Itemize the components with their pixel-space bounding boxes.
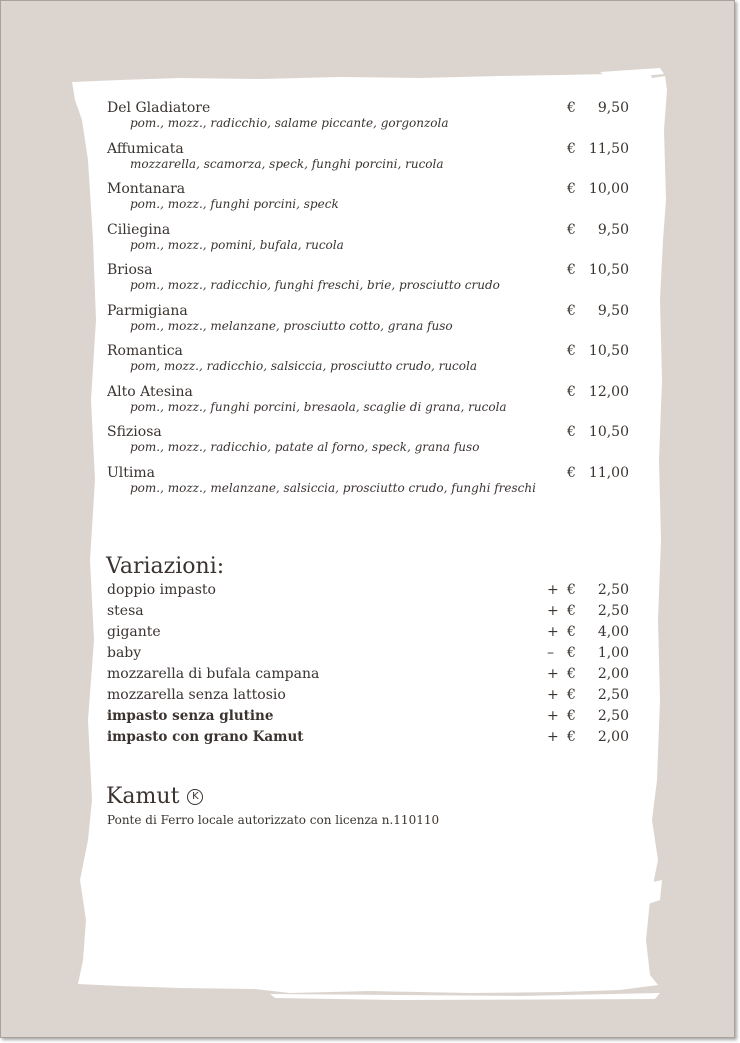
variation-label: stesa xyxy=(107,603,144,619)
variation-label: mozzarella senza lattosio xyxy=(107,687,286,703)
item-price: 11,50 xyxy=(588,141,629,157)
currency-symbol: € xyxy=(567,465,576,481)
currency-symbol: € xyxy=(567,687,576,703)
variation-sign: + xyxy=(547,708,559,724)
currency-symbol: € xyxy=(567,582,576,598)
currency-symbol: € xyxy=(567,708,576,724)
variation-price: 2,00 xyxy=(597,666,629,682)
variation-label: impasto con grano Kamut xyxy=(107,729,304,745)
item-description: pom., mozz., radicchio, patate al forno, speck, grana fuso xyxy=(130,440,480,454)
variation-price: 1,00 xyxy=(597,645,629,661)
variation-row xyxy=(107,665,637,683)
item-name: Alto Atesina xyxy=(107,384,193,400)
variation-label: mozzarella di bufala campana xyxy=(107,666,320,682)
variation-label: baby xyxy=(107,645,142,661)
license-text: Ponte di Ferro locale autorizzato con licenza n.110110 xyxy=(107,813,440,827)
currency-symbol: € xyxy=(567,262,576,278)
item-price: 11,00 xyxy=(588,465,629,481)
currency-symbol: € xyxy=(567,303,576,319)
item-price: 9,50 xyxy=(597,222,629,238)
item-description: pom., mozz., radicchio, salame piccante, gorgonzola xyxy=(130,116,449,130)
registered-trademark-icon: K xyxy=(187,789,203,805)
currency-symbol: € xyxy=(567,141,576,157)
currency-symbol: € xyxy=(567,222,576,238)
item-name: Parmigiana xyxy=(107,303,188,319)
currency-symbol: € xyxy=(567,666,576,682)
item-description: pom., mozz., melanzane, prosciutto cotto, grana fuso xyxy=(130,319,453,333)
variation-row xyxy=(107,707,637,725)
currency-symbol: € xyxy=(567,181,576,197)
item-price: 9,50 xyxy=(597,303,629,319)
item-description: pom., mozz., melanzane, salsiccia, prosciutto crudo, funghi freschi xyxy=(130,481,536,495)
currency-symbol: € xyxy=(567,729,576,745)
item-description: mozzarella, scamorza, speck, funghi porcini, rucola xyxy=(130,157,444,171)
currency-symbol: € xyxy=(567,343,576,359)
variation-sign: + xyxy=(547,603,559,619)
variation-price: 2,50 xyxy=(597,603,629,619)
item-name: Ciliegina xyxy=(107,222,171,238)
item-name: Del Gladiatore xyxy=(107,100,211,116)
currency-symbol: € xyxy=(567,100,576,116)
variation-row xyxy=(107,581,637,599)
currency-symbol: € xyxy=(567,624,576,640)
kamut-heading xyxy=(106,784,203,810)
variation-price: 2,50 xyxy=(597,708,629,724)
variation-price: 2,50 xyxy=(597,687,629,703)
variation-price: 2,00 xyxy=(597,729,629,745)
variation-row xyxy=(107,686,637,704)
item-name: Ultima xyxy=(107,465,156,481)
variation-label: gigante xyxy=(107,624,161,640)
variation-sign: + xyxy=(547,624,559,640)
item-name: Affumicata xyxy=(107,141,184,157)
item-price: 12,00 xyxy=(588,384,629,400)
variation-sign: + xyxy=(547,582,559,598)
variation-label: impasto senza glutine xyxy=(107,708,274,724)
variation-sign: – xyxy=(547,645,554,661)
item-name: Montanara xyxy=(107,181,186,197)
item-price: 10,00 xyxy=(588,181,629,197)
currency-symbol: € xyxy=(567,384,576,400)
item-name: Briosa xyxy=(107,262,153,278)
variation-sign: + xyxy=(547,666,559,682)
item-description: pom., mozz., pomini, bufala, rucola xyxy=(130,238,344,252)
variation-price: 2,50 xyxy=(597,582,629,598)
variation-row xyxy=(107,602,637,620)
item-description: pom, mozz., radicchio, salsiccia, prosciutto crudo, rucola xyxy=(130,359,477,373)
variation-sign: + xyxy=(547,729,559,745)
item-description: pom., mozz., funghi porcini, speck xyxy=(130,197,339,211)
currency-symbol: € xyxy=(567,424,576,440)
variazioni-title: Variazioni: xyxy=(106,554,225,579)
currency-symbol: € xyxy=(567,645,576,661)
item-name: Romantica xyxy=(107,343,183,359)
item-price: 10,50 xyxy=(588,424,629,440)
kamut-title: Kamut xyxy=(106,784,180,809)
variation-label: doppio impasto xyxy=(107,582,216,598)
item-description: pom., mozz., radicchio, funghi freschi, brie, prosciutto crudo xyxy=(130,278,500,292)
item-price: 9,50 xyxy=(597,100,629,116)
currency-symbol: € xyxy=(567,603,576,619)
variation-row xyxy=(107,728,637,746)
item-name: Sfiziosa xyxy=(107,424,162,440)
variation-row xyxy=(107,623,637,641)
item-description: pom., mozz., funghi porcini, bresaola, scaglie di grana, rucola xyxy=(130,400,507,414)
variation-price: 4,00 xyxy=(597,624,629,640)
item-price: 10,50 xyxy=(588,262,629,278)
variation-row xyxy=(107,644,637,662)
item-price: 10,50 xyxy=(588,343,629,359)
variation-sign: + xyxy=(547,687,559,703)
